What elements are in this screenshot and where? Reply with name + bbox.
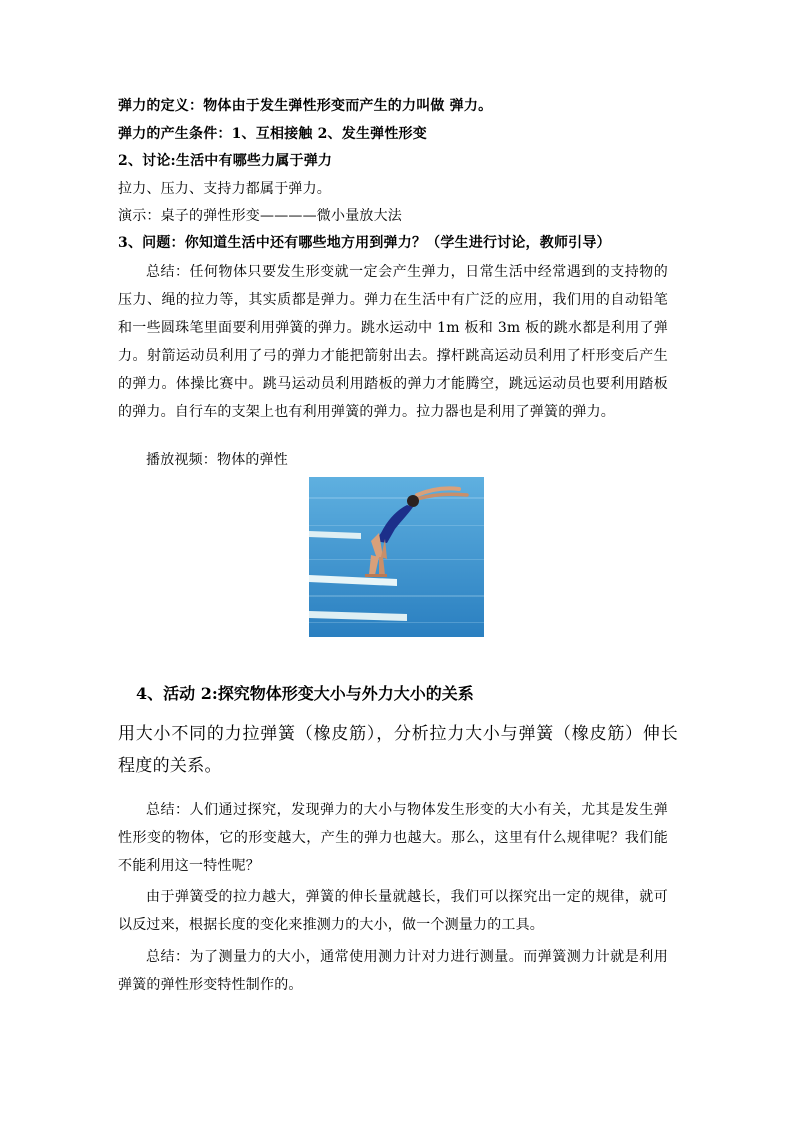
conditions-line: 弹力的产生条件：1、互相接触 2、发生弹性形变	[118, 126, 427, 142]
demo-line: 演示：桌子的弹性形变————微小量放大法	[118, 208, 402, 224]
discussion-title: 2、讨论:生活中有哪些力属于弹力	[118, 153, 333, 169]
question-line: 3、问题：你知道生活中还有哪些地方用到弹力？（学生进行讨论，教师引导）	[118, 235, 611, 251]
spring-paragraph: 由于弹簧受的拉力越大，弹簧的伸长量就越长，我们可以探究出一定的规律，就可以反过来，根据长度的变化来推测力的大小，做一个测量力的工具。	[118, 889, 668, 933]
summary-paragraph-1: 总结：任何物体只要发生形变就一定会产生弹力，日常生活中经常遇到的支持物的压力、绳的拉力等，其实质都是弹力。弹力在生活中有广泛的应用，我们用的自动铅笔和一些圆珠笔里面要利用弹簧的弹力。跳水运动中 1m 板和 3m 板的跳水都是利用了弹力。射箭运动员利用了弓的弹力才能把箭射出去。撑杆跳高运动员利用了杆形变后产生的弹力。体操比赛中。跳马运动员利用踏板的弹力才能腾空，跳远运动员也要利用踏板的弹力。自行车的支架上也有利用弹簧的弹力。拉力器也是利用了弹簧的弹力。	[118, 264, 668, 420]
activity-2-heading: 4、活动 2:探究物体形变大小与外力大小的关系	[136, 684, 474, 703]
summary-paragraph-2: 总结：人们通过探究，发现弹力的大小与物体发生形变的大小有关，尤其是发生弹性形变的物体，它的形变越大，产生的弹力也越大。那么，这里有什么规律呢？我们能不能利用这一特性呢？	[118, 802, 668, 874]
activity-intro: 用大小不同的力拉弹簧（橡皮筋），分析拉力大小与弹簧（橡皮筋）伸长程度的关系。	[118, 724, 678, 776]
definition-line: 弹力的定义：物体由于发生弹性形变而产生的力叫做 弹力。	[118, 98, 493, 114]
discussion-answer: 拉力、压力、支持力都属于弹力。	[118, 181, 331, 197]
video-line: 播放视频：物体的弹性	[146, 452, 288, 468]
diving-photo	[309, 477, 484, 637]
summary-paragraph-3: 总结：为了测量力的大小，通常使用测力计对力进行测量。而弹簧测力计就是利用弹簧的弹性形变特性制作的。	[118, 949, 668, 993]
